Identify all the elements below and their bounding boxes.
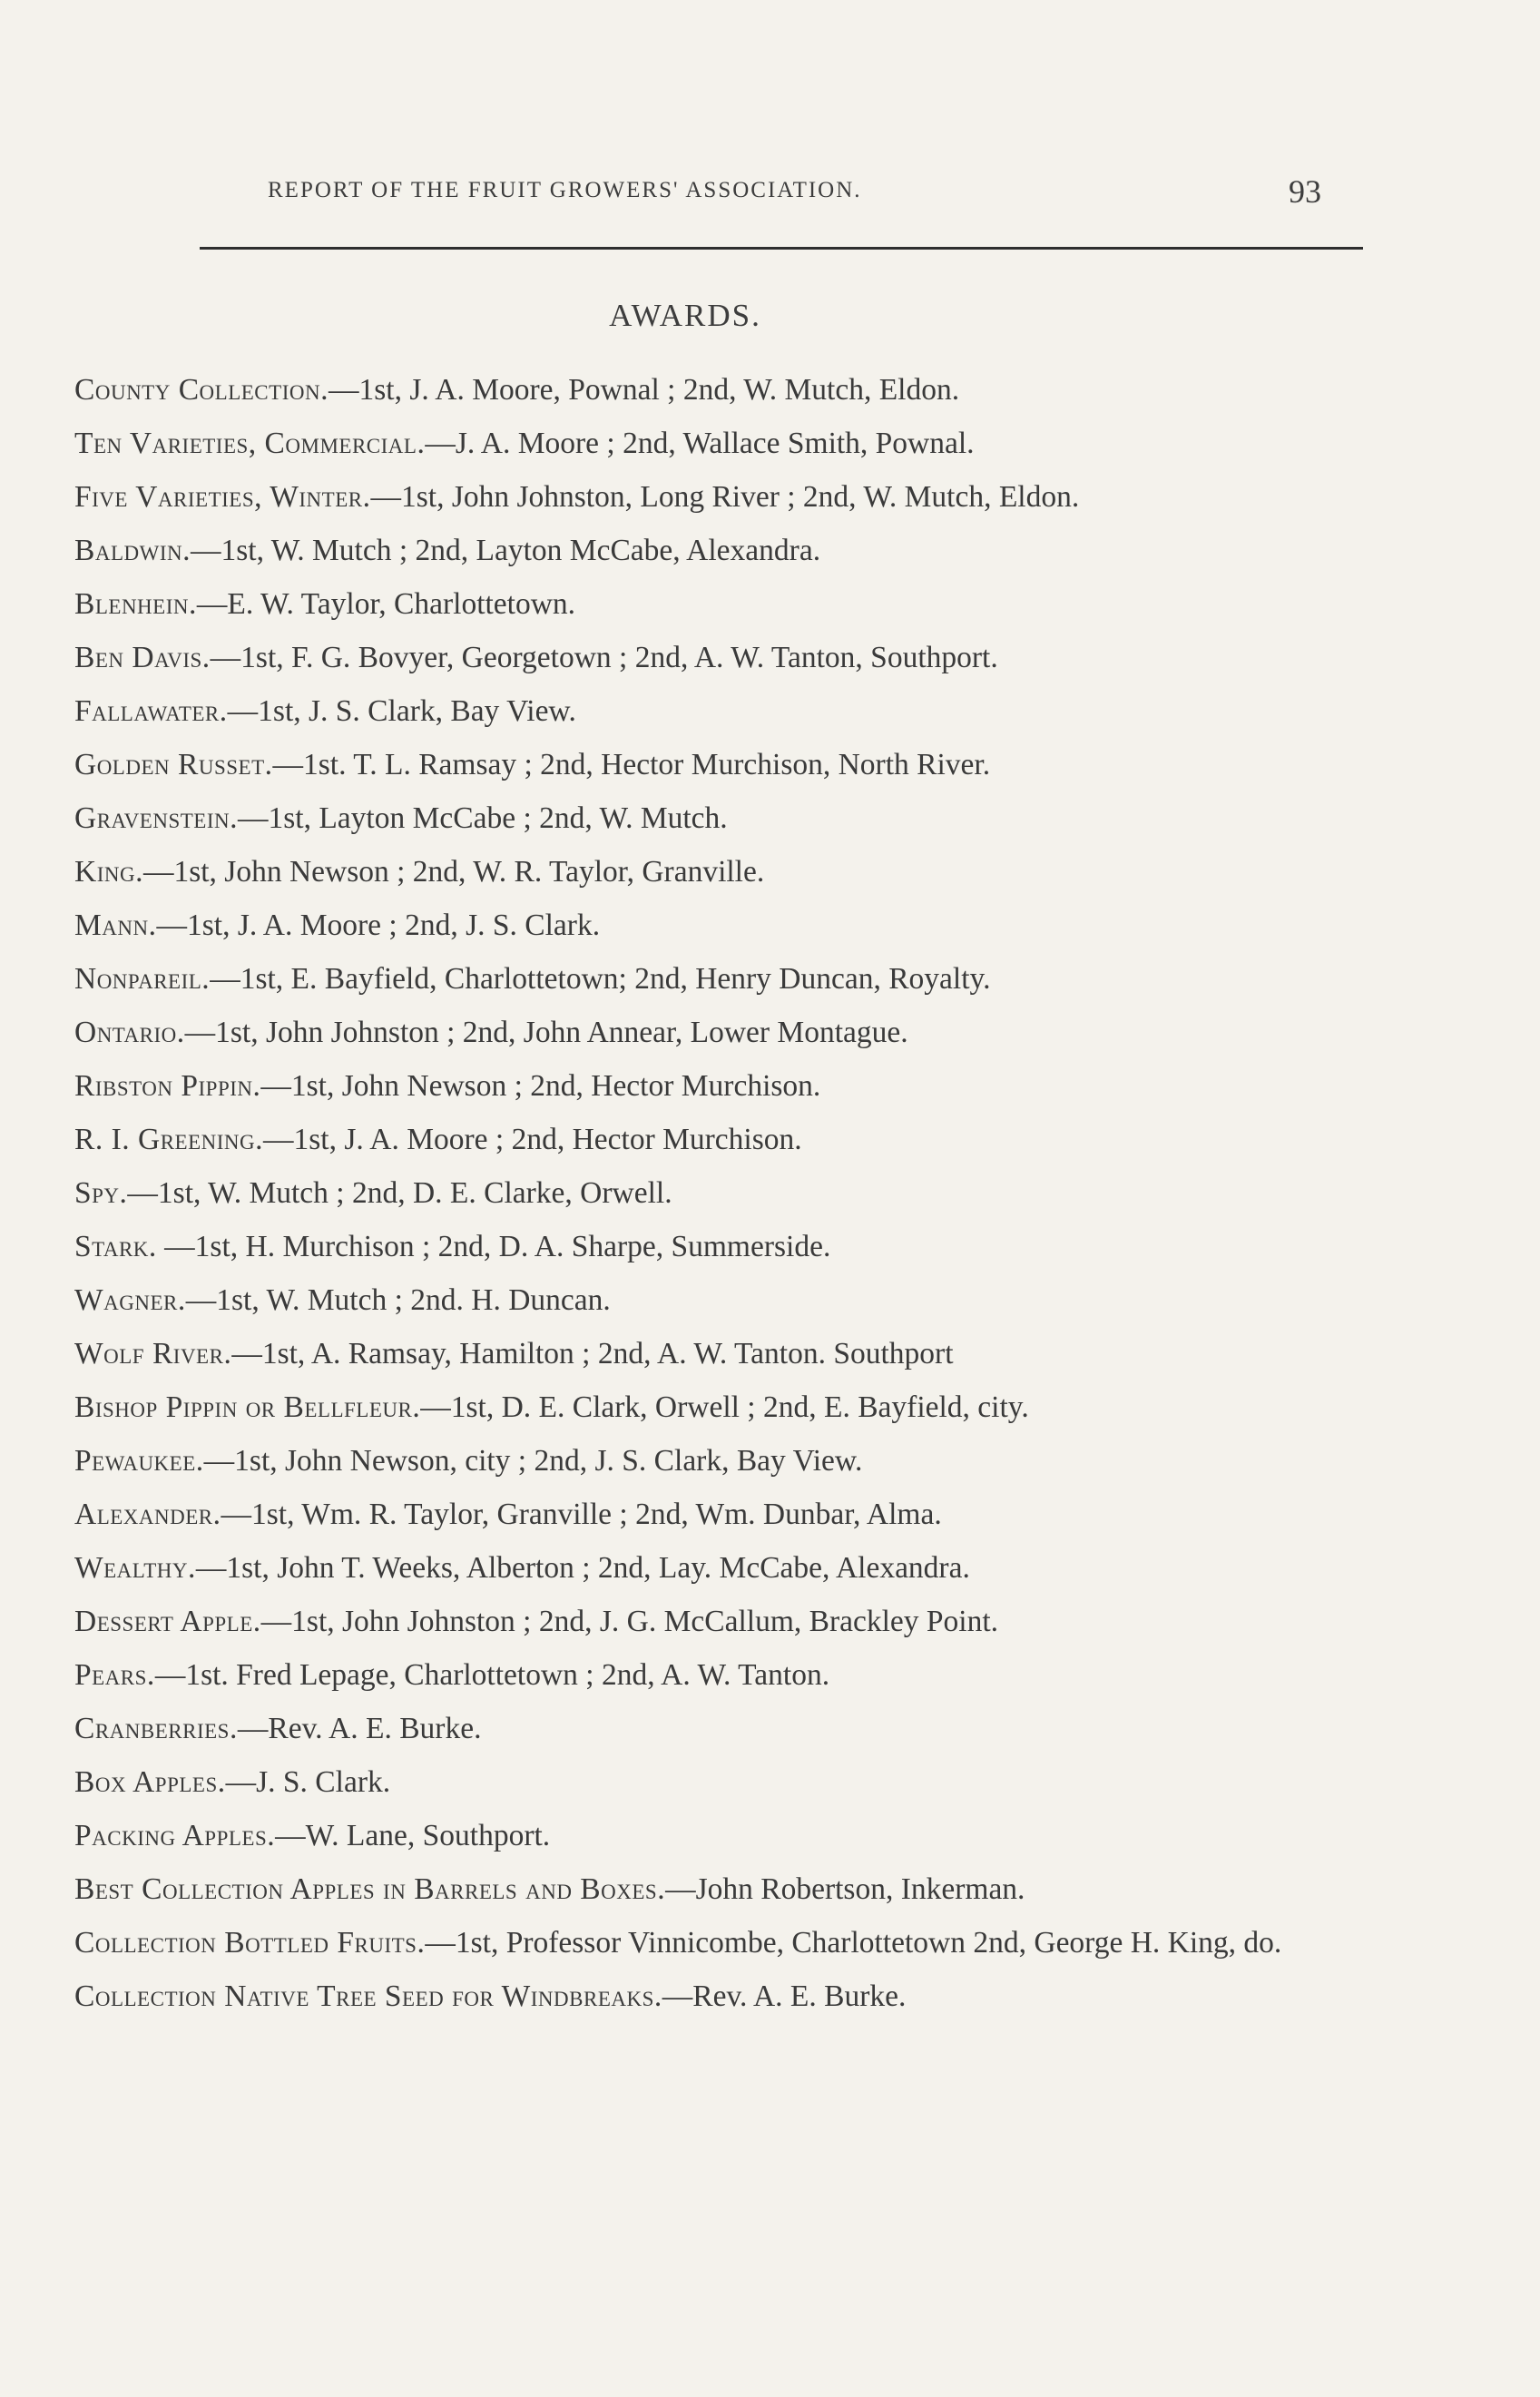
award-entry — [74, 1599, 1363, 1644]
award-category: Box Apples. — [74, 1765, 226, 1799]
award-category: Best Collection Apples in Barrels and Boxes. — [74, 1872, 666, 1906]
award-entry — [74, 1813, 1363, 1858]
header-rule — [200, 247, 1363, 250]
award-entry — [74, 368, 1363, 412]
award-text: —1st, W. Mutch ; 2nd, D. E. Clarke, Orwell. — [127, 1176, 672, 1210]
award-category: Fallawater. — [74, 694, 228, 728]
award-category: Dessert Apple. — [74, 1605, 261, 1638]
award-category: Mann. — [74, 909, 157, 942]
award-category: Collection Native Tree Seed for Windbreaks. — [74, 1979, 662, 2013]
award-entry — [74, 689, 1363, 733]
award-entry — [74, 1760, 1363, 1804]
award-text: —1st, J. A. Moore ; 2nd, J. S. Clark. — [156, 909, 601, 942]
award-entry — [74, 1492, 1363, 1537]
award-category: Ben Davis. — [74, 641, 211, 674]
award-category: Baldwin. — [74, 534, 191, 567]
award-text: —1st, D. E. Clark, Orwell ; 2nd, E. Bayfield, city. — [420, 1390, 1029, 1424]
award-entry — [74, 742, 1363, 787]
award-text: —1st, John Johnston ; 2nd, John Annear, Lower Montague. — [184, 1016, 908, 1049]
award-category: Pears. — [74, 1658, 155, 1692]
award-entry — [74, 1010, 1363, 1055]
award-category: Nonpareil. — [74, 962, 211, 996]
award-text: —1st. T. L. Ramsay ; 2nd, Hector Murchison, North River. — [272, 748, 991, 781]
award-text: —1st, Wm. R. Taylor, Granville ; 2nd, Wm. Dunbar, Alma. — [221, 1498, 942, 1531]
award-category: Wealthy. — [74, 1551, 196, 1585]
award-text: —J. S. Clark. — [225, 1765, 391, 1799]
award-category: Alexander. — [74, 1498, 221, 1531]
award-text: —1st, A. Ramsay, Hamilton ; 2nd, A. W. Tanton. Southport — [231, 1337, 954, 1370]
award-text: —Rev. A. E. Burke. — [237, 1712, 482, 1745]
award-entry — [74, 582, 1363, 626]
award-entry — [74, 796, 1363, 840]
award-category: King. — [74, 855, 143, 889]
award-text: —E. W. Taylor, Charlottetown. — [196, 587, 576, 621]
award-category: Collection Bottled Fruits. — [74, 1926, 426, 1960]
award-text: —1st, H. Murchison ; 2nd, D. A. Sharpe, Summerside. — [156, 1230, 831, 1263]
award-text: —1st, E. Bayfield, Charlottetown; 2nd, Henry Duncan, Royalty. — [210, 962, 991, 996]
award-text: —1st, J. A. Moore ; 2nd, Hector Murchison. — [263, 1123, 802, 1156]
award-entry — [74, 475, 1363, 519]
award-entry — [74, 1224, 1363, 1269]
award-category: Wagner. — [74, 1283, 186, 1317]
award-text: —1st, John Johnston, Long River ; 2nd, W. Mutch, Eldon. — [370, 480, 1080, 514]
award-category: Ten Varieties, Commercial. — [74, 427, 426, 460]
award-text: —1st, John Newson ; 2nd, W. R. Taylor, Granville. — [142, 855, 765, 889]
award-entry — [74, 1385, 1363, 1429]
award-text: —J. A. Moore ; 2nd, Wallace Smith, Pownal. — [425, 427, 975, 460]
page-header — [0, 173, 1540, 223]
award-entry — [74, 1278, 1363, 1322]
award-category: Bishop Pippin or Bellfleur. — [74, 1390, 421, 1424]
award-entry — [74, 1653, 1363, 1697]
award-entry — [74, 1064, 1363, 1108]
award-entry — [74, 421, 1363, 466]
award-entry — [74, 1921, 1363, 1965]
award-category: County Collection. — [74, 373, 329, 407]
award-entry — [74, 1171, 1363, 1215]
award-text: —1st, W. Mutch ; 2nd, Layton McCabe, Alexandra. — [190, 534, 821, 567]
award-entry — [74, 1974, 1363, 2019]
running-head: REPORT OF THE FRUIT GROWERS' ASSOCIATION. — [268, 178, 862, 202]
award-entry — [74, 1439, 1363, 1483]
award-text: —1st. Fred Lepage, Charlottetown ; 2nd, A. W. Tanton. — [154, 1658, 830, 1692]
award-entry — [74, 635, 1363, 680]
award-text: —1st, F. G. Bovyer, Georgetown ; 2nd, A. W. Tanton, Southport. — [210, 641, 998, 674]
award-entry — [74, 1117, 1363, 1162]
award-category: Packing Apples. — [74, 1819, 276, 1852]
award-text: —1st, John T. Weeks, Alberton ; 2nd, Lay. McCabe, Alexandra. — [195, 1551, 970, 1585]
award-entry — [74, 1706, 1363, 1751]
award-category: Wolf River. — [74, 1337, 232, 1370]
award-text: —W. Lane, Southport. — [275, 1819, 551, 1852]
award-category: Ontario. — [74, 1016, 185, 1049]
award-entry — [74, 903, 1363, 948]
award-category: Spy. — [74, 1176, 128, 1210]
award-category: Cranberries. — [74, 1712, 238, 1745]
award-entry — [74, 1331, 1363, 1376]
award-entry — [74, 1867, 1363, 1911]
page-number: 93 — [1289, 173, 1321, 210]
award-category: Stark. — [74, 1230, 157, 1263]
award-category: Gravenstein. — [74, 801, 238, 835]
award-text: —1st, John Newson ; 2nd, Hector Murchison. — [260, 1069, 821, 1103]
award-text: —1st, J. S. Clark, Bay View. — [227, 694, 576, 728]
award-text: —1st, Layton McCabe ; 2nd, W. Mutch. — [237, 801, 728, 835]
award-text: —John Robertson, Inkerman. — [665, 1872, 1025, 1906]
award-text: —1st, Professor Vinnicombe, Charlottetown 2nd, George H. King, do. — [425, 1926, 1282, 1960]
award-entry — [74, 528, 1363, 573]
award-text: —1st, John Newson, city ; 2nd, J. S. Clark, Bay View. — [203, 1444, 863, 1478]
award-category: Ribston Pippin. — [74, 1069, 261, 1103]
award-entry — [74, 850, 1363, 894]
award-category: R. I. Greening. — [74, 1123, 263, 1156]
award-text: —1st, John Johnston ; 2nd, J. G. McCallum, Brackley Point. — [260, 1605, 999, 1638]
section-title: AWARDS. — [609, 298, 761, 333]
award-text: —Rev. A. E. Burke. — [662, 1979, 907, 2013]
award-text: —1st, J. A. Moore, Pownal ; 2nd, W. Mutch, Eldon. — [328, 373, 960, 407]
award-category: Pewaukee. — [74, 1444, 204, 1478]
award-entry — [74, 1546, 1363, 1590]
award-category: Five Varieties, Winter. — [74, 480, 371, 514]
award-category: Blenhein. — [74, 587, 197, 621]
award-entry — [74, 957, 1363, 1001]
awards-list — [74, 368, 1363, 2028]
award-category: Golden Russet. — [74, 748, 273, 781]
award-text: —1st, W. Mutch ; 2nd. H. Duncan. — [185, 1283, 611, 1317]
